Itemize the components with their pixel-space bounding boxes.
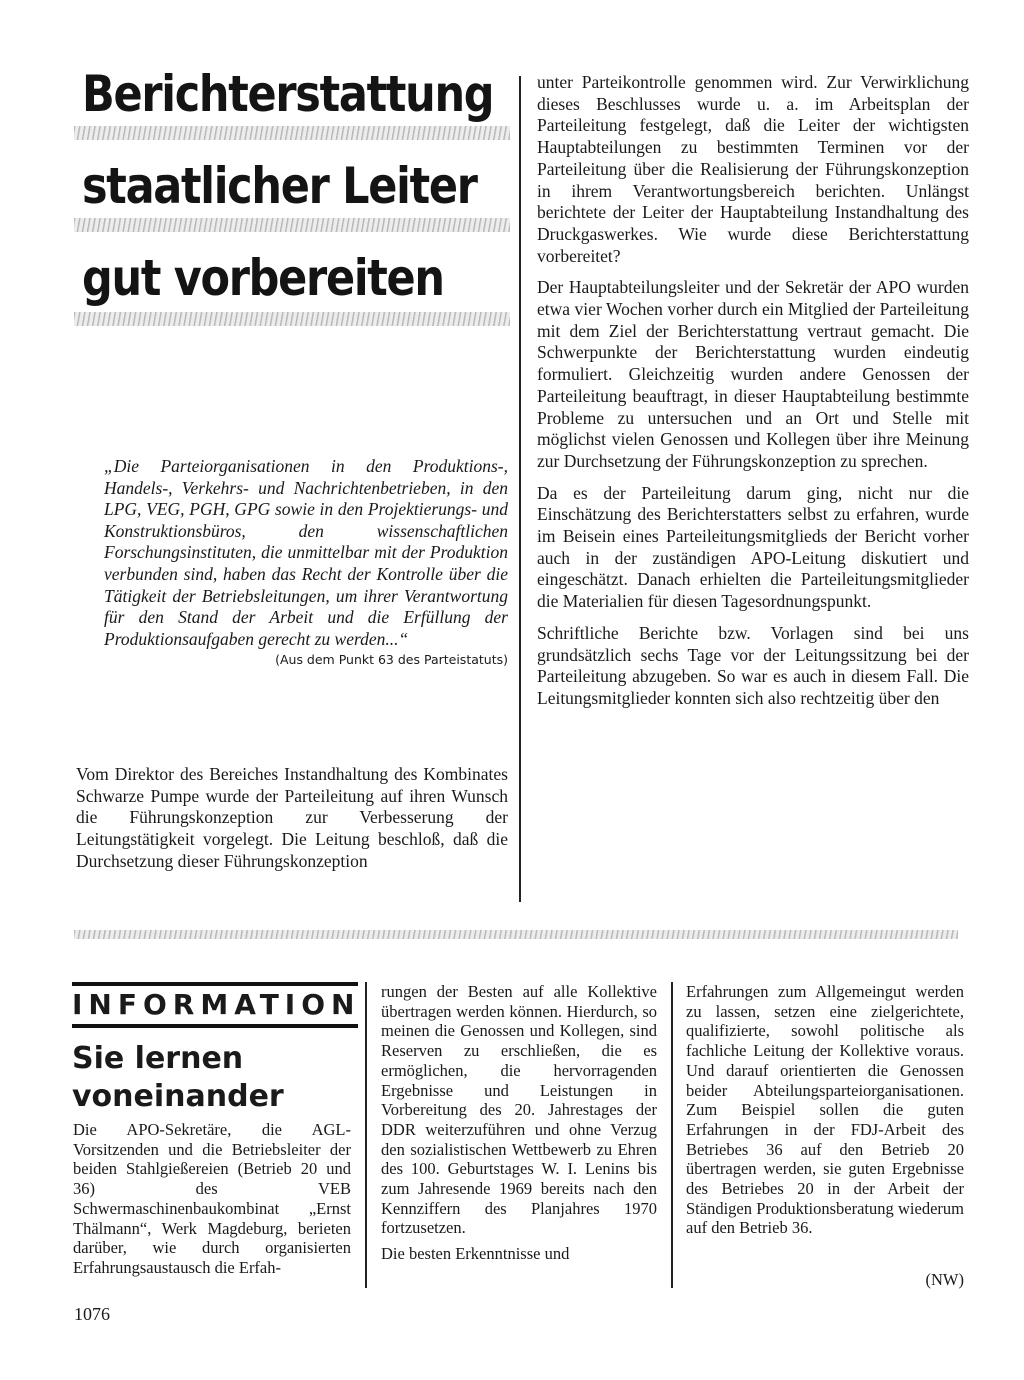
paragraph: Erfahrungen zum Allgemeingut werden zu lassen, setzen eine zielgerichtete, qualifizierte, sowohl politische als fachliche Leitung der Kollektive voraus. Und darauf orientierten die Genossen beider Abteilungsparteiorganisationen. Zum Beispiel sollen die guten Erfahrungen in der FDJ-Arbeit des Betriebes 36 auf den Betrieb 20 übertragen werden, sie guten Ergebnisse des Betriebes 20 in der Arbeit der Ständigen Produktionsberatung wiederum auf den Betrieb 36. [686, 982, 964, 1238]
info-label: INFORMATION [72, 982, 358, 1028]
headline-line-3: gut vorbereiten [82, 249, 444, 307]
hatch-rule [74, 126, 510, 140]
quote-text: „Die Parteiorganisationen in den Produktions-, Handels-, Verkehrs- und Nachrichtenbetrieben, in den LPG, VEG, PGH, GPG sowie in den Projektierungs- und Konstruktionsbüros, den wissenschaftlichen Forschungsinstituten, die unmittelbar mit der Produktion verbunden sind, haben das Recht der Kontrolle über die Tätigkeit der Betriebsleitungen, um ihrer Verantwortung für den Stand der Arbeit und die Erfüllung der Produktionsaufgaben gerecht zu werden...“ [104, 456, 508, 649]
article-right-column [537, 72, 969, 720]
paragraph: Die APO-Sekretäre, die AGL-Vorsitzenden und die Betriebsleiter der beiden Stahlgießereien (Betrieb 20 und 36) des VEB Schwermaschinenbaukombinat „Ernst Thälmann“, Werk Magdeburg, berieten darüber, wie durch organisierten Erfahrungsaustausch die Erfah- [73, 1120, 351, 1277]
info-headline-1: Sie lernen [72, 1041, 244, 1076]
info-column-1 [73, 1120, 351, 1284]
article-left-column [76, 764, 508, 883]
headline-line-2: staatlicher Leiter [82, 157, 477, 215]
column-divider [519, 76, 521, 902]
paragraph: Vom Direktor des Bereiches Instandhaltung des Kombinates Schwarze Pumpe wurde der Parteileitung auf ihren Wunsch die Führungskonzeption zur Verbesserung der Leitungstätigkeit vorgelegt. Die Leitung beschloß, daß die Durchsetzung dieser Führungskonzeption [76, 764, 508, 871]
paragraph: Die besten Erkenntnisse und [381, 1244, 570, 1264]
hatch-rule [74, 218, 510, 232]
paragraph: Der Hauptabteilungsleiter und der Sekretär der APO wurden etwa vier Wochen vorher durch ein Mitglied der Parteileitung mit dem Ziel der Berichterstattung vertraut gemacht. Die Schwerpunkte der Berichterstattung wurden eindeutig formuliert. Gleichzeitig wurden andere Genossen der Parteileitung beauftragt, in dieser Hauptabteilung bestimmte Probleme zu untersuchen und an Ort und Stelle mit möglichst vielen Genossen und Kollegen über ihre Meinung zur Durchsetzung der Führungskonzeption zu sprechen. [537, 277, 969, 471]
hatch-rule [74, 312, 510, 326]
column-divider [671, 982, 673, 1288]
paragraph: Da es der Parteileitung darum ging, nicht nur die Einschätzung des Berichterstatters selbst zu erfahren, wurde im Beisein eines Parteileitungsmitglieds der Bericht vorher auch in der zuständigen APO-Leitung diskutiert und eingeschätzt. Danach erhielten die Parteileitungsmitglieder die Materialien für diesen Tagesordnungspunkt. [537, 482, 969, 612]
author-signature: (NW) [925, 1270, 964, 1289]
info-column-3 [686, 982, 964, 1244]
section-divider [74, 930, 958, 939]
info-header [72, 982, 361, 1116]
info-headline-2: voneinander [72, 1079, 284, 1114]
headline-line-1: Berichterstattung [82, 65, 494, 123]
quote-source: (Aus dem Punkt 63 des Parteistatuts) [275, 652, 508, 668]
page-number: 1076 [74, 1304, 110, 1324]
info-column-2 [381, 982, 657, 1270]
party-statute-quote [104, 456, 508, 667]
paragraph: unter Parteikontrolle genommen wird. Zur Verwirklichung dieses Beschlusses wurde u. a. im Arbeitsplan der Parteileitung festgelegt, daß die Leiter der wichtigsten Hauptabteilungen zu bestimmten Terminen vor der Parteileitung über die Realisierung der Führungskonzeption in ihrem Verantwortungsbereich berichten. Unlängst berichtete der Leiter der Hauptabteilung Instandhaltung des Druckgaswerkes. Wie wurde diese Berichterstattung vorbereitet? [537, 72, 969, 266]
paragraph: Schriftliche Berichte bzw. Vorlagen sind bei uns grundsätzlich sechs Tage vor der Leitungssitzung bei der Parteileitung abzugeben. So war es auch in diesem Fall. Die Leitungsmitglieder konnten sich also rechtzeitig über den [537, 622, 969, 708]
paragraph: rungen der Besten auf alle Kollektive übertragen werden können. Hierdurch, so meinen die Genossen und Kollegen, sind Reserven zu erschließen, die es ermöglichen, die hervorragenden Ergebnisse und Leistungen in Vorbereitung des 20. Jahrestages der DDR weiterzuführen und ohne Verzug den sozialistischen Wettbewerb zu Ehren des 100. Geburtstages W. I. Lenins bis zum Jahresende 1969 bereits nach den Kennziffern des Planjahres 1970 fortzusetzen. [381, 982, 657, 1238]
column-divider [365, 982, 367, 1288]
